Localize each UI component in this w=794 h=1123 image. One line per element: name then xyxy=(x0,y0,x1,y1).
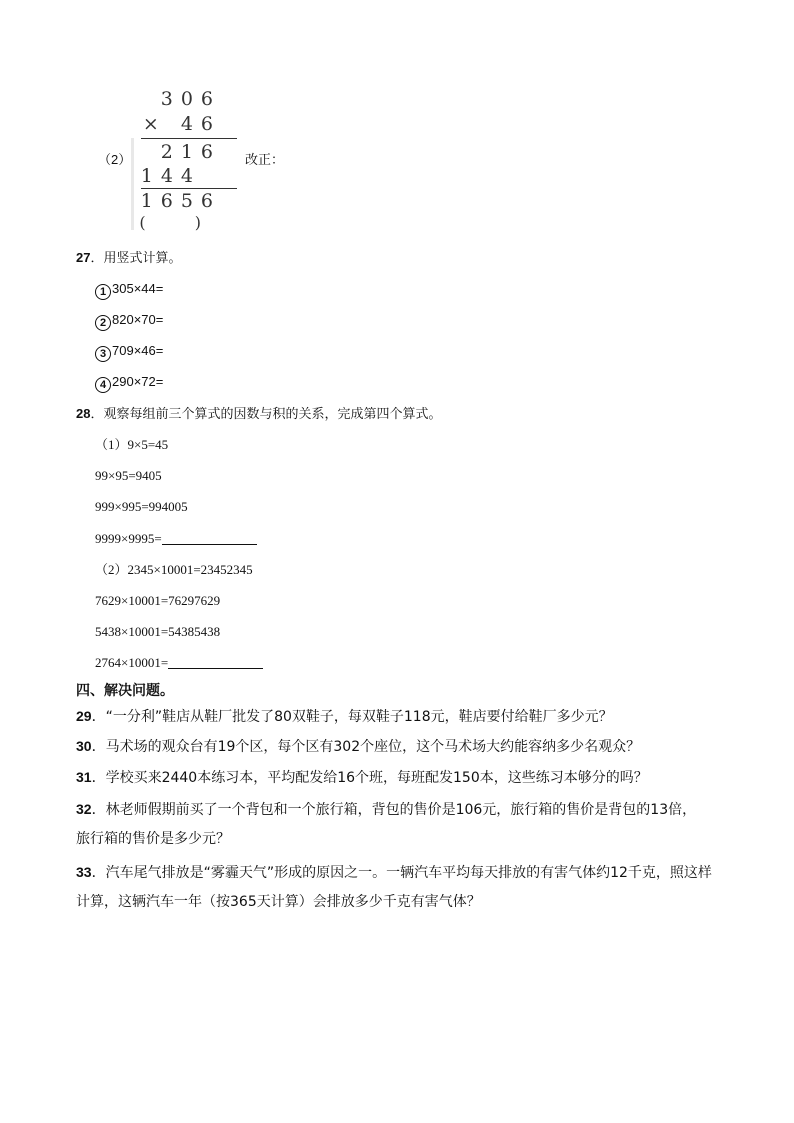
figure-line-partial-1: 216 xyxy=(160,141,221,163)
q26-correction-label: 改正： xyxy=(245,152,285,167)
figure-answer-parens: ( ) xyxy=(139,213,223,232)
problem-29-number: 29 xyxy=(76,708,92,724)
q27-number: 27 xyxy=(76,250,91,265)
q28-g2-line-3: 5438×10001=54385438 xyxy=(95,624,221,639)
q27-item-4 xyxy=(95,373,163,393)
q28-g1-line-4 xyxy=(95,530,257,548)
problem-30-number: 30 xyxy=(76,738,92,754)
q27-item-3-text: 709×46= xyxy=(112,343,164,358)
figure-line-partial-2: 144 xyxy=(140,165,201,187)
problem-29-text: ．“一分利”鞋店从鞋厂批发了80双鞋子，每双鞋子118元，鞋店要付给鞋厂多少元？ xyxy=(91,709,613,725)
q28-g1-line-3: 999×995=994005 xyxy=(95,499,188,514)
q27-heading xyxy=(76,249,181,267)
q28-g1-line-4-text: 9999×9995= xyxy=(95,531,162,546)
problem-30-text: ．马术场的观众台有19个区，每个区有302个座位，这个马术场大约能容纳多少名观众？ xyxy=(91,739,641,755)
problem-33-number: 33 xyxy=(76,864,92,880)
problem-31 xyxy=(76,764,648,791)
figure-line-product: 1656 xyxy=(140,190,221,212)
q27-item-2 xyxy=(95,311,163,331)
problem-31-number: 31 xyxy=(76,769,92,785)
problem-30 xyxy=(76,733,640,760)
q27-item-1-text: 305×44= xyxy=(112,281,164,296)
q28-heading xyxy=(76,405,441,423)
figure-line-multiplicand: 306 xyxy=(160,88,221,110)
q27-marker-4: 4 xyxy=(95,377,111,393)
answer-blank-2[interactable] xyxy=(168,654,263,669)
q28-g2-line-1: （2）2345×10001=23452345 xyxy=(95,562,253,577)
problem-29 xyxy=(76,703,613,730)
problem-33-text: ．汽车尾气排放是“雾霾天气”形成的原因之一。一辆汽车平均每天排放的有害气体约12千克，照这样 xyxy=(91,865,712,881)
q26-part2-label: （2） xyxy=(98,152,132,167)
figure-rule-1 xyxy=(141,138,237,139)
q27-item-3 xyxy=(95,342,163,362)
q28-g1-line-2: 99×95=9405 xyxy=(95,468,162,483)
figure-edge-shade xyxy=(131,138,134,230)
q27-marker-1: 1 xyxy=(95,284,111,300)
vertical-multiplication-figure xyxy=(131,86,237,234)
problem-33-continued: 计算，这辆汽车一年（按365天计算）会排放多少千克有害气体？ xyxy=(76,894,481,910)
q28-g2-line-2: 7629×10001=76297629 xyxy=(95,593,221,608)
answer-blank-1[interactable] xyxy=(162,530,257,545)
problem-33 xyxy=(76,859,712,886)
q28-number: 28 xyxy=(76,406,91,421)
figure-line-multiplier: × 46 xyxy=(142,113,221,135)
q27-marker-2: 2 xyxy=(95,315,111,331)
figure-rule-2 xyxy=(141,188,237,189)
q27-item-2-text: 820×70= xyxy=(112,312,164,327)
q28-title: ．观察每组前三个算式的因数与积的关系，完成第四个算式。 xyxy=(90,406,442,421)
q28-g1-line-1: （1）9×5=45 xyxy=(95,437,169,452)
q27-title: ．用竖式计算。 xyxy=(90,250,182,265)
q28-g2-line-4 xyxy=(95,654,263,672)
q28-g2-line-4-text: 2764×10001= xyxy=(95,655,169,670)
q27-item-1 xyxy=(95,280,163,300)
problem-32-continued: 旅行箱的售价是多少元？ xyxy=(76,831,230,847)
section-4-title: 四、解决问题。 xyxy=(76,683,174,699)
problem-32-number: 32 xyxy=(76,801,92,817)
q27-marker-3: 3 xyxy=(95,346,111,362)
problem-32-text: ．林老师假期前买了一个背包和一个旅行箱，背包的售价是106元，旅行箱的售价是背包的13倍， xyxy=(91,802,697,818)
problem-31-text: ．学校买来2440本练习本，平均配发给16个班，每班配发150本，这些练习本够分的吗？ xyxy=(91,770,648,786)
q27-item-4-text: 290×72= xyxy=(112,374,164,389)
problem-32 xyxy=(76,796,696,823)
